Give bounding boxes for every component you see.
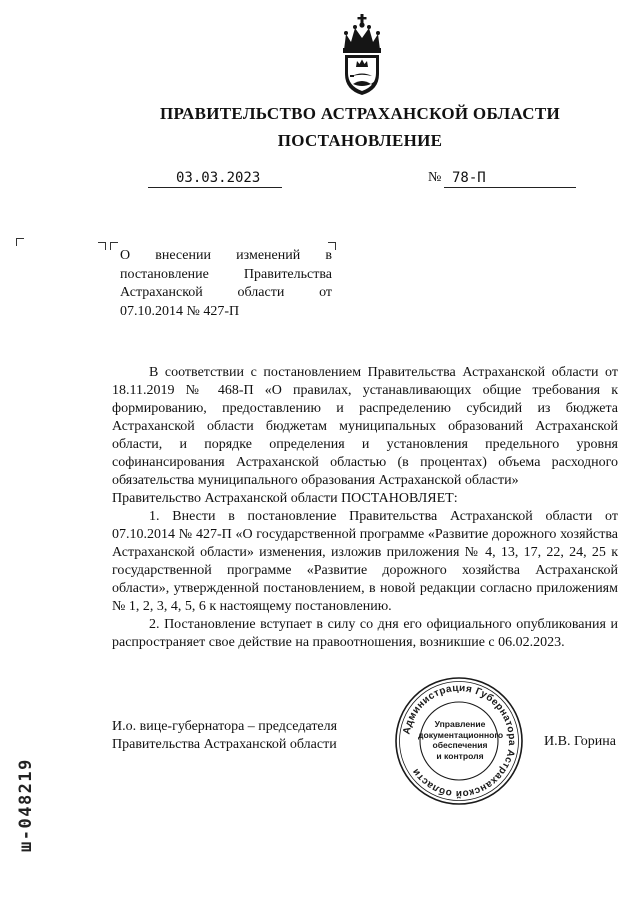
signatory-position-line: Правительства Астраханской области [112, 737, 337, 752]
corner-mark [98, 242, 106, 250]
org-title: ПРАВИТЕЛЬСТВО АСТРАХАНСКОЙ ОБЛАСТИ [160, 104, 560, 123]
stamp-ring-text: Администрация Губернатора Астраханской области [401, 682, 518, 800]
astrakhan-crown-shield-icon [334, 14, 390, 96]
document-date: 03.03.2023 [148, 170, 282, 188]
doc-type-title: ПОСТАНОВЛЕНИЕ [277, 131, 443, 150]
corner-mark [110, 242, 118, 250]
preamble-paragraph: В соответствии с постановлением Правительства Астраханской области от 18.11.2019 № 468-П «О правилах, устанавливающих общие требования к формированию, предоставлению и распределению субсидий из бюджета Астраханской области бюджетам муниципальных образований Астраханской области, и порядке определения и установления предельного уровня софинансирования Астраханской областью (в процентах) объема расходного обязательства муниципального образования Астраханской области» [112, 365, 618, 488]
signatory-position-line: И.о. вице-губернатора – председателя [112, 719, 338, 734]
stamp-center-text [418, 719, 502, 761]
stamp-line: и контроля [436, 750, 484, 761]
stamp-line: Управление [434, 719, 486, 729]
corner-mark [16, 238, 24, 246]
item-1-paragraph: 1. Внести в постановление Правительства Астраханской области от 07.10.2014 № 427-П «О государственной программе «Развитие дорожного хозяйства Астраханской области» изменения, изложив приложения № 4, 13, 17, 22, 24, 25 к государственной программе «Развитие дорожного хозяйства Астраханской области», утвержденной постановлением, в новой редакции согласно приложениям № 1, 2, 3, 4, 5, 6 к настоящему постановлению. [112, 509, 618, 614]
stamp-line: документационного [418, 729, 504, 740]
document-subject: О внесении изменений в постановление Правительства Астраханской области от 07.10.2014 № 427-П [120, 248, 332, 319]
signatory-position [112, 718, 337, 754]
number-label: № [428, 170, 442, 185]
form-serial-code: ш-048219 [16, 758, 36, 852]
decree-line: Правительство Астраханской области ПОСТАНОВЛЯЕТ: [112, 491, 458, 506]
signatory-name: И.В. Горина [544, 734, 617, 749]
stamp-line: обеспечения [432, 740, 488, 750]
document-body [112, 364, 618, 652]
document-number: 78-П [444, 170, 576, 188]
item-2-paragraph: 2. Постановление вступает в силу со дня его официального опубликования и распространяет свое действие на правоотношения, возникшие с 06.02.2023. [112, 617, 618, 650]
